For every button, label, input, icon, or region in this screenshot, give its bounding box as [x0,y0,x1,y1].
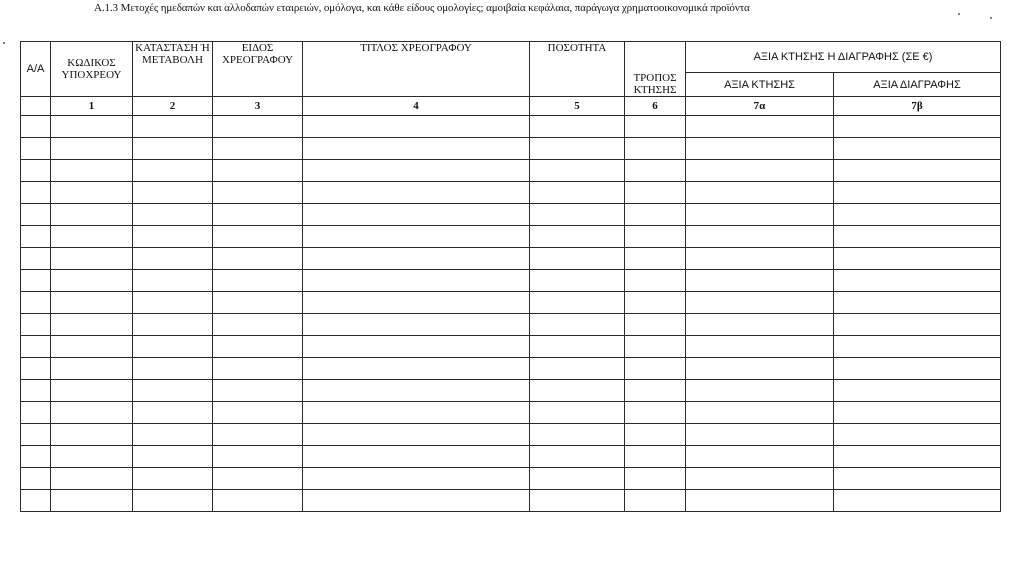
table-cell[interactable] [834,160,1001,182]
table-cell[interactable] [625,116,686,138]
table-row [21,270,1001,292]
table-cell[interactable] [625,446,686,468]
table-cell[interactable] [51,160,133,182]
securities-table [20,41,1001,512]
table-cell[interactable] [213,336,303,358]
table-cell[interactable] [133,138,213,160]
table-row [21,314,1001,336]
table-cell[interactable] [530,402,625,424]
table-cell[interactable] [303,402,530,424]
table-cell[interactable] [51,226,133,248]
table-cell[interactable] [834,182,1001,204]
table-row [21,292,1001,314]
table-cell[interactable] [213,160,303,182]
table-row [21,380,1001,402]
header-titlos-chreografou: ΤΙΤΛΟΣ ΧΡΕΟΓΡΑΦΟΥ [303,42,530,97]
table-row [21,248,1001,270]
table-row [21,358,1001,380]
table-cell[interactable] [686,270,834,292]
table-cell[interactable] [51,248,133,270]
table-cell[interactable] [133,160,213,182]
table-row [21,138,1001,160]
table-cell[interactable] [303,380,530,402]
table-cell[interactable] [133,402,213,424]
table-cell[interactable] [133,270,213,292]
table-cell[interactable] [834,292,1001,314]
header-axia-ktisis: ΑΞΙΑ ΚΤΗΣΗΣ [686,73,834,97]
table-row [21,182,1001,204]
table-cell[interactable] [530,116,625,138]
table-cell[interactable] [133,182,213,204]
header-axia-diagrafis: ΑΞΙΑ ΔΙΑΓΡΑΦΗΣ [834,73,1001,97]
table-cell[interactable] [133,248,213,270]
scan-speck [958,13,960,15]
table-row [21,116,1001,138]
table-cell[interactable] [51,490,133,512]
table-cell[interactable] [530,358,625,380]
table-cell[interactable] [625,336,686,358]
table-cell[interactable] [21,116,51,138]
column-number-row [21,97,1001,116]
table-cell[interactable] [625,490,686,512]
table-cell[interactable] [213,270,303,292]
table-row [21,160,1001,182]
scan-speck [990,17,992,19]
table-cell[interactable] [530,490,625,512]
table-cell[interactable] [21,292,51,314]
table-cell[interactable] [530,380,625,402]
table-row [21,446,1001,468]
scan-speck [3,42,5,44]
table-cell[interactable] [686,160,834,182]
table-cell[interactable] [530,292,625,314]
table-cell[interactable] [213,138,303,160]
table-cell[interactable] [21,182,51,204]
table-cell[interactable] [51,336,133,358]
table-cell[interactable] [213,424,303,446]
table-cell[interactable] [686,358,834,380]
table-cell[interactable] [21,490,51,512]
table-cell[interactable] [625,248,686,270]
table-cell[interactable] [51,138,133,160]
table-cell[interactable] [21,226,51,248]
column-number: 4 [303,97,530,116]
table-cell[interactable] [133,490,213,512]
table-cell[interactable] [21,424,51,446]
table-cell[interactable] [686,292,834,314]
table-cell[interactable] [21,270,51,292]
table-cell[interactable] [133,446,213,468]
table-cell[interactable] [133,336,213,358]
table-cell[interactable] [686,248,834,270]
table-cell[interactable] [303,292,530,314]
table-cell[interactable] [686,314,834,336]
column-number: 7α [686,97,834,116]
table-cell[interactable] [213,446,303,468]
table-cell[interactable] [303,358,530,380]
table-cell[interactable] [686,380,834,402]
table-cell[interactable] [303,226,530,248]
table-cell[interactable] [133,292,213,314]
table-cell[interactable] [530,248,625,270]
table-cell[interactable] [625,160,686,182]
table-cell[interactable] [303,248,530,270]
column-number: 1 [51,97,133,116]
table-cell[interactable] [834,116,1001,138]
table-cell[interactable] [21,336,51,358]
table-cell[interactable] [303,468,530,490]
table-cell[interactable] [834,468,1001,490]
table-cell[interactable] [530,314,625,336]
table-cell[interactable] [834,424,1001,446]
table-cell[interactable] [21,204,51,226]
table-cell[interactable] [686,204,834,226]
table-cell[interactable] [51,468,133,490]
table-cell[interactable] [530,138,625,160]
table-cell[interactable] [133,424,213,446]
table-row [21,204,1001,226]
table-cell[interactable] [51,358,133,380]
table-cell[interactable] [530,270,625,292]
table-cell[interactable] [21,380,51,402]
table-cell[interactable] [133,468,213,490]
table-cell[interactable] [625,468,686,490]
table-cell[interactable] [51,116,133,138]
table-cell[interactable] [530,204,625,226]
table-cell[interactable] [625,424,686,446]
table-cell[interactable] [51,292,133,314]
table-cell[interactable] [21,358,51,380]
table-cell[interactable] [51,270,133,292]
table-cell[interactable] [213,358,303,380]
table-cell[interactable] [133,380,213,402]
table-cell[interactable] [834,446,1001,468]
table-cell[interactable] [213,314,303,336]
table-cell[interactable] [303,270,530,292]
table-cell[interactable] [625,138,686,160]
table-cell[interactable] [303,116,530,138]
table-cell[interactable] [686,226,834,248]
table-cell[interactable] [625,204,686,226]
table-cell[interactable] [686,446,834,468]
table-cell[interactable] [530,182,625,204]
header-eidos-chreografou: ΕΙΔΟΣ ΧΡΕΟΓΡΑΦΟΥ [213,42,303,97]
header-axia-group: ΑΞΙΑ ΚΤΗΣΗΣ Η ΔΙΑΓΡΑΦΗΣ (ΣΕ €) [686,42,1001,73]
table-cell[interactable] [834,358,1001,380]
table-cell[interactable] [21,468,51,490]
table-cell[interactable] [51,424,133,446]
table-body [21,116,1001,512]
table-cell[interactable] [834,490,1001,512]
table-cell[interactable] [21,446,51,468]
table-cell[interactable] [834,226,1001,248]
table-cell[interactable] [625,358,686,380]
header-kodikos-ypochreou: ΚΩΔΙΚΟΣ ΥΠΟΧΡΕΟΥ [51,42,133,97]
column-number [21,97,51,116]
table-cell[interactable] [133,226,213,248]
table-cell[interactable] [51,314,133,336]
section-title: Α.1.3 Μετοχές ημεδαπών και αλλοδαπών εταιρειών, ομόλογα, και κάθε είδους ομολογίες; αμοιβαία κεφάλαια, παράγωγα χρηματοοικονομικά προϊόντα [94,2,750,14]
column-number: 3 [213,97,303,116]
table-cell[interactable] [213,468,303,490]
table-cell[interactable] [51,446,133,468]
table-cell[interactable] [625,292,686,314]
table-row [21,402,1001,424]
table-cell[interactable] [686,468,834,490]
table-cell[interactable] [834,380,1001,402]
table-cell[interactable] [213,182,303,204]
table-cell[interactable] [133,204,213,226]
table-cell[interactable] [303,160,530,182]
table-cell[interactable] [530,468,625,490]
column-number: 2 [133,97,213,116]
table-cell[interactable] [686,490,834,512]
table-cell[interactable] [686,424,834,446]
table-cell[interactable] [834,204,1001,226]
table-cell[interactable] [625,270,686,292]
table-cell[interactable] [133,314,213,336]
table-cell[interactable] [21,160,51,182]
table-cell[interactable] [625,226,686,248]
table-cell[interactable] [213,490,303,512]
table-cell[interactable] [213,204,303,226]
table-cell[interactable] [133,358,213,380]
header-aa: Α/Α [21,42,51,97]
table-cell[interactable] [686,402,834,424]
table-cell[interactable] [303,182,530,204]
table-cell[interactable] [51,402,133,424]
table-cell[interactable] [213,380,303,402]
table-cell[interactable] [834,138,1001,160]
table-cell[interactable] [213,402,303,424]
table-cell[interactable] [834,314,1001,336]
table-cell[interactable] [303,446,530,468]
table-cell[interactable] [686,116,834,138]
table-cell[interactable] [530,424,625,446]
table-cell[interactable] [213,292,303,314]
column-number: 6 [625,97,686,116]
column-number: 5 [530,97,625,116]
table-cell[interactable] [303,204,530,226]
table-cell[interactable] [51,182,133,204]
table-cell[interactable] [686,182,834,204]
header-tropos-ktisis: ΤΡΟΠΟΣ ΚΤΗΣΗΣ [625,42,686,97]
table-cell[interactable] [834,270,1001,292]
table-cell[interactable] [21,248,51,270]
table-cell[interactable] [530,336,625,358]
table-cell[interactable] [530,160,625,182]
table-row [21,468,1001,490]
table-cell[interactable] [303,490,530,512]
table-cell[interactable] [213,226,303,248]
table-cell[interactable] [51,204,133,226]
table-cell[interactable] [303,424,530,446]
table-cell[interactable] [303,314,530,336]
table-cell[interactable] [303,138,530,160]
header-posotita: ΠΟΣΟΤΗΤΑ [530,42,625,97]
table-cell[interactable] [133,116,213,138]
table-cell[interactable] [834,336,1001,358]
table-cell[interactable] [834,402,1001,424]
header-katastasi-metavoli: ΚΑΤΑΣΤΑΣΗ Ή ΜΕΤΑΒΟΛΗ [133,42,213,97]
table-cell[interactable] [625,402,686,424]
table-cell[interactable] [213,248,303,270]
table-row [21,424,1001,446]
table-cell[interactable] [21,314,51,336]
table-cell[interactable] [625,314,686,336]
table-row [21,226,1001,248]
table-cell[interactable] [51,380,133,402]
table-cell[interactable] [213,116,303,138]
table-cell[interactable] [686,138,834,160]
table-cell[interactable] [686,336,834,358]
table-cell[interactable] [530,446,625,468]
table-row [21,336,1001,358]
table-cell[interactable] [625,380,686,402]
table-cell[interactable] [21,138,51,160]
table-cell[interactable] [625,182,686,204]
table-row [21,490,1001,512]
table-cell[interactable] [834,248,1001,270]
table-cell[interactable] [303,336,530,358]
column-number: 7β [834,97,1001,116]
table-cell[interactable] [530,226,625,248]
table-cell[interactable] [21,402,51,424]
